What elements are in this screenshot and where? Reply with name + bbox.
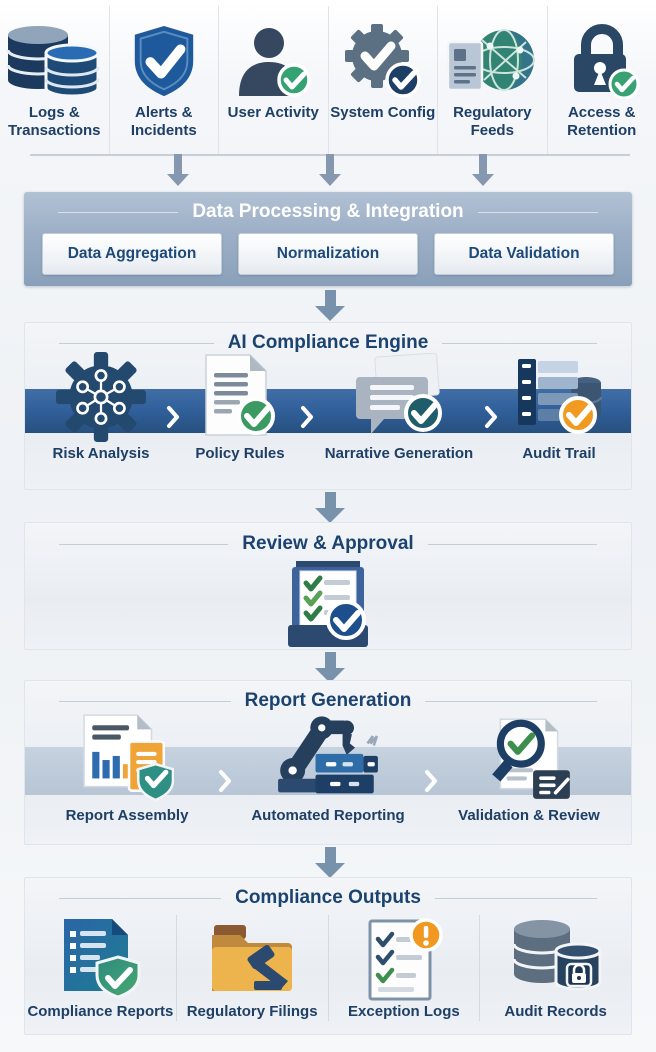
section-title: Data Processing & Integration: [24, 201, 632, 223]
processing-band: [24, 192, 632, 286]
source-regulatory-feeds: [437, 6, 547, 154]
source-label: System Config: [330, 104, 436, 121]
folder-gavel-icon: [204, 915, 300, 1003]
source-label: Logs & Transactions: [7, 104, 101, 139]
down-arrow-icon: [167, 154, 189, 186]
source-label: User Activity: [227, 104, 319, 121]
user-check-icon: [233, 20, 313, 104]
processing-step-box: Data Validation: [434, 233, 614, 275]
engine-step-narrative-generation: [315, 349, 483, 463]
clipboard-check-icon: [25, 559, 631, 651]
report-step-label: Validation & Review: [458, 807, 600, 824]
section-title: Compliance Outputs: [25, 887, 631, 909]
down-arrow-icon: [315, 847, 345, 878]
gear-check-icon: [341, 20, 425, 104]
output-label: Compliance Reports: [27, 1003, 174, 1020]
engine-step-label: Audit Trail: [522, 445, 596, 462]
engine-step-label: Risk Analysis: [52, 445, 150, 462]
report-step-label: Automated Reporting: [251, 807, 405, 824]
down-arrow-icon: [319, 154, 341, 186]
chevron-right-icon: [423, 769, 439, 798]
server-check-icon: [512, 349, 606, 445]
output-label: Audit Records: [504, 1003, 607, 1020]
source-alerts-incidents: [109, 6, 219, 154]
engine-step-risk-analysis: [37, 349, 165, 463]
section-title: Review & Approval: [25, 533, 631, 555]
source-system-config: [328, 6, 438, 154]
source-label: Alerts & Incidents: [130, 104, 197, 139]
database-stack-icon: [6, 20, 102, 104]
document-shield-check-icon: [56, 915, 144, 1003]
report-panel: [24, 680, 632, 845]
section-title: Report Generation: [25, 690, 631, 712]
outputs-panel: [24, 877, 632, 1035]
globe-document-icon: [446, 20, 538, 104]
source-logs-transactions: [0, 6, 109, 154]
database-lock-icon: [508, 915, 604, 1003]
down-arrow-icon: [315, 652, 345, 683]
checklist-alert-icon: [362, 915, 446, 1003]
section-title: AI Compliance Engine: [25, 332, 631, 354]
gear-network-icon: [54, 349, 148, 445]
engine-panel: [24, 322, 632, 490]
processing-step-box: Data Aggregation: [42, 233, 222, 275]
report-step-automated: [233, 709, 423, 825]
source-label: Access & Retention: [567, 104, 637, 139]
engine-step-label: Narrative Generation: [324, 445, 474, 462]
output-exception-logs: [328, 915, 480, 1021]
output-compliance-reports: [25, 915, 176, 1021]
output-regulatory-filings: [176, 915, 328, 1021]
chart-document-check-icon: [80, 709, 174, 807]
shield-check-icon: [127, 20, 201, 104]
chevron-right-icon: [165, 405, 181, 434]
down-arrow-icon: [315, 492, 345, 523]
output-label: Regulatory Filings: [186, 1003, 318, 1020]
down-arrow-icon: [472, 154, 494, 186]
engine-step-audit-trail: [499, 349, 619, 463]
output-label: Exception Logs: [348, 1003, 460, 1020]
source-label: Regulatory Feeds: [453, 104, 532, 139]
chevron-right-icon: [217, 769, 233, 798]
report-step-assembly: [37, 709, 217, 825]
review-panel: [24, 522, 632, 650]
report-step-validation: [439, 709, 619, 825]
processing-step-box: Normalization: [238, 233, 418, 275]
robot-arm-icon: [276, 709, 380, 807]
chevron-right-icon: [483, 405, 499, 434]
source-user-activity: [218, 6, 328, 154]
engine-step-label: Policy Rules: [195, 445, 285, 462]
magnifier-check-icon: [482, 709, 576, 807]
speech-document-check-icon: [352, 349, 446, 445]
down-arrow-icon: [315, 290, 345, 321]
output-audit-records: [479, 915, 631, 1021]
source-access-retention: [547, 6, 656, 154]
report-step-label: Report Assembly: [65, 807, 189, 824]
source-row: [0, 6, 656, 154]
document-check-icon: [200, 349, 280, 445]
lock-check-icon: [562, 20, 642, 104]
engine-step-policy-rules: [181, 349, 299, 463]
chevron-right-icon: [299, 405, 315, 434]
